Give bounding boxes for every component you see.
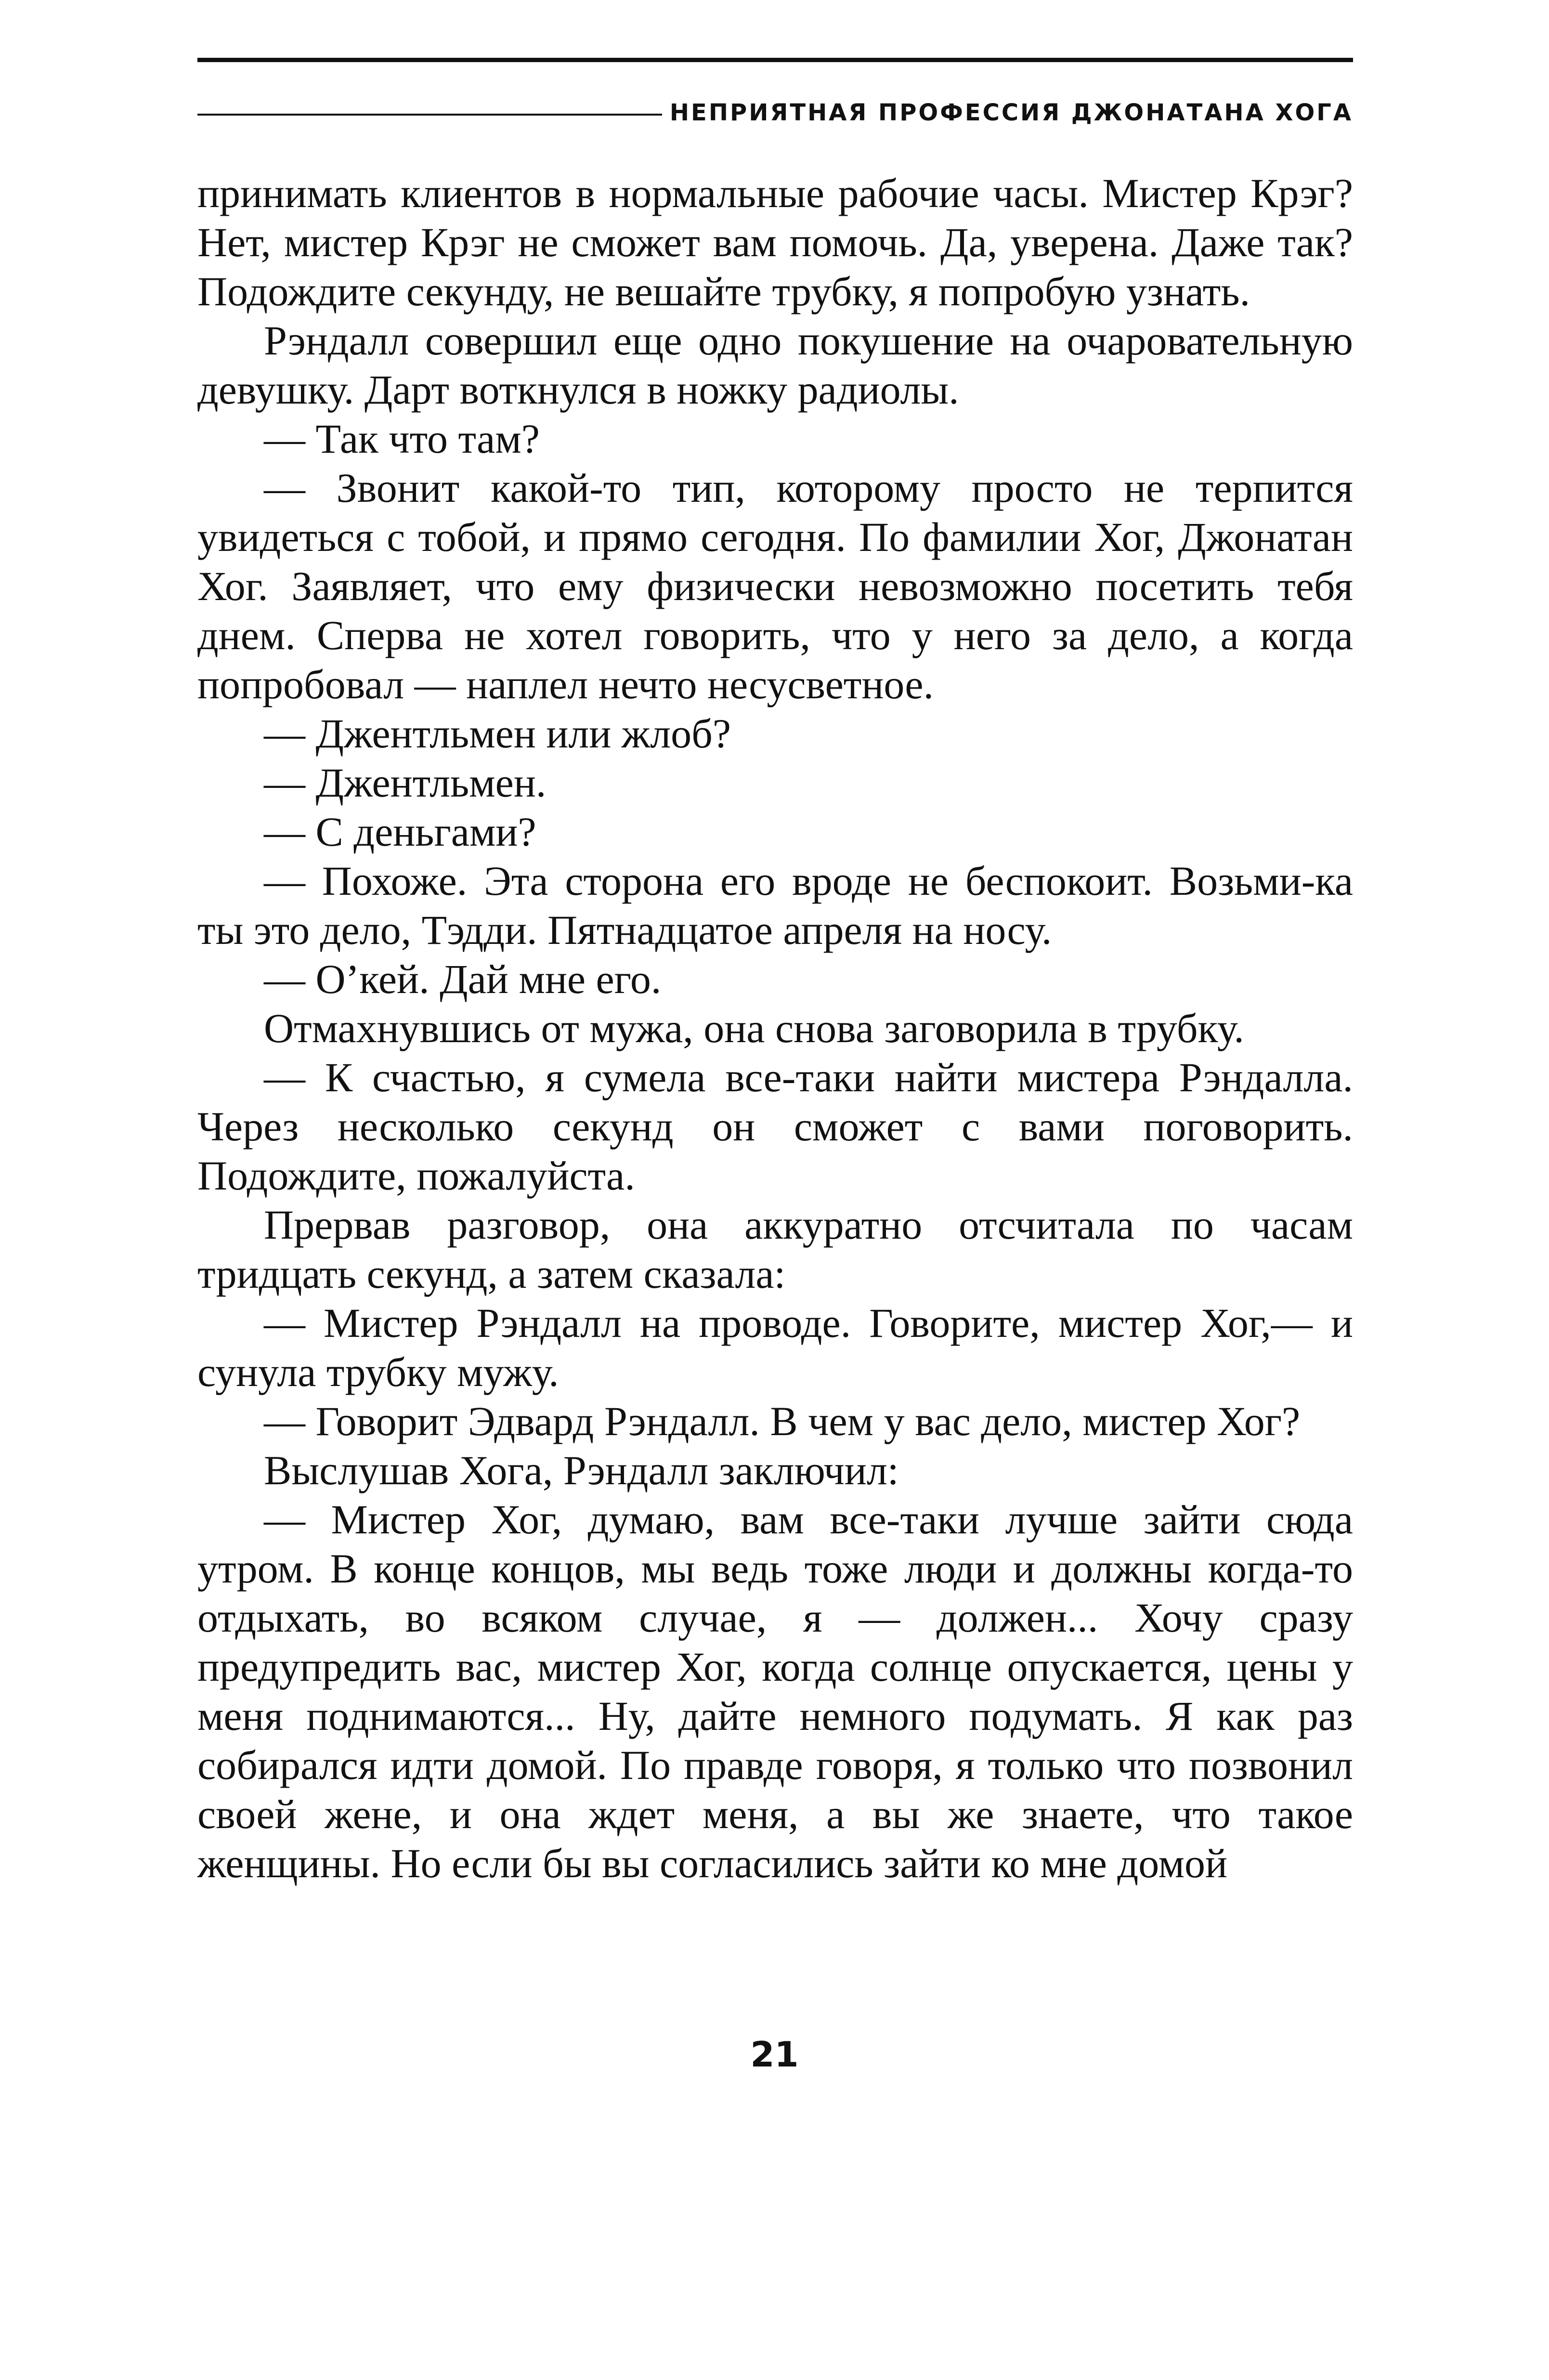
dialogue-line: — Джентльмен. <box>264 759 547 806</box>
dialogue-line: — О’кей. Дай мне его. <box>264 956 662 1002</box>
dialogue-line: — Мистер Рэндалл на проводе. Говорите, мистер Хог,— и сунула трубку мужу. <box>197 1300 1353 1395</box>
top-rule <box>197 58 1353 62</box>
dialogue-line: — С деньгами? <box>264 809 536 855</box>
dialogue-line: — К счастью, я сумела все-таки найти мистера Рэндалла. Через несколько секунд он сможет с вами поговорить. Подождите, пожалуйста. <box>197 1054 1353 1199</box>
body-text <box>197 169 1353 1888</box>
dialogue-line: — Так что там? <box>264 416 540 462</box>
dialogue-line: — Звонит какой-то тип, которому просто не терпится увидеться с тобой, и прямо сегодня. По фамилии Хог, Джонатан Хог. Заявляет, что ему физически невозможно посетить тебя днем. Сперва не хотел говорить, что у него за дело, а когда попробовал — наплел нечто несусветное. <box>197 465 1353 707</box>
header-rule <box>197 114 662 116</box>
dialogue-line: — Похоже. Эта сторона его вроде не беспокоит. Возьми-ка ты это дело, Тэдди. Пятнадцатое апреля на носу. <box>197 858 1353 953</box>
running-title: НЕПРИЯТНАЯ ПРОФЕССИЯ ДЖОНАТАНА ХОГА <box>669 99 1353 126</box>
paragraph: Рэндалл совершил еще одно покушение на очаровательную девушку. Дарт воткнулся в ножку радиолы. <box>197 317 1353 413</box>
dialogue-line: — Джентльмен или жлоб? <box>264 710 731 757</box>
page-number: 21 <box>750 2034 799 2075</box>
paragraph-continued: принимать клиентов в нормальные рабочие часы. Мистер Крэг? Нет, мистер Крэг не сможет вам помочь. Да, уверена. Даже так? Подождите секунду, не вешайте трубку, я попробую узнать. <box>197 170 1353 314</box>
paragraph: Отмахнувшись от мужа, она снова заговорила в трубку. <box>264 1005 1244 1051</box>
paragraph: Прервав разговор, она аккуратно отсчитала по часам тридцать секунд, а затем сказала: <box>197 1202 1353 1297</box>
dialogue-line: — Говорит Эдвард Рэндалл. В чем у вас дело, мистер Хог? <box>264 1398 1301 1444</box>
page-header <box>197 81 1353 124</box>
dialogue-line: — Мистер Хог, думаю, вам все-таки лучше зайти сюда утром. В конце концов, мы ведь тоже люди и должны когда-то отдыхать, во всяком случае, я — должен... Хочу сразу предупредить вас, мистер Хог, когда солнце опускается, цены у меня поднимаются... Ну, дайте немного подумать. Я как раз собирался идти домой. По правде говоря, я только что позвонил своей жене, и она ждет меня, а вы же знаете, что такое женщины. Но если бы вы согласились зайти ко мне домой <box>197 1496 1353 1886</box>
paragraph: Выслушав Хога, Рэндалл заключил: <box>264 1447 899 1493</box>
